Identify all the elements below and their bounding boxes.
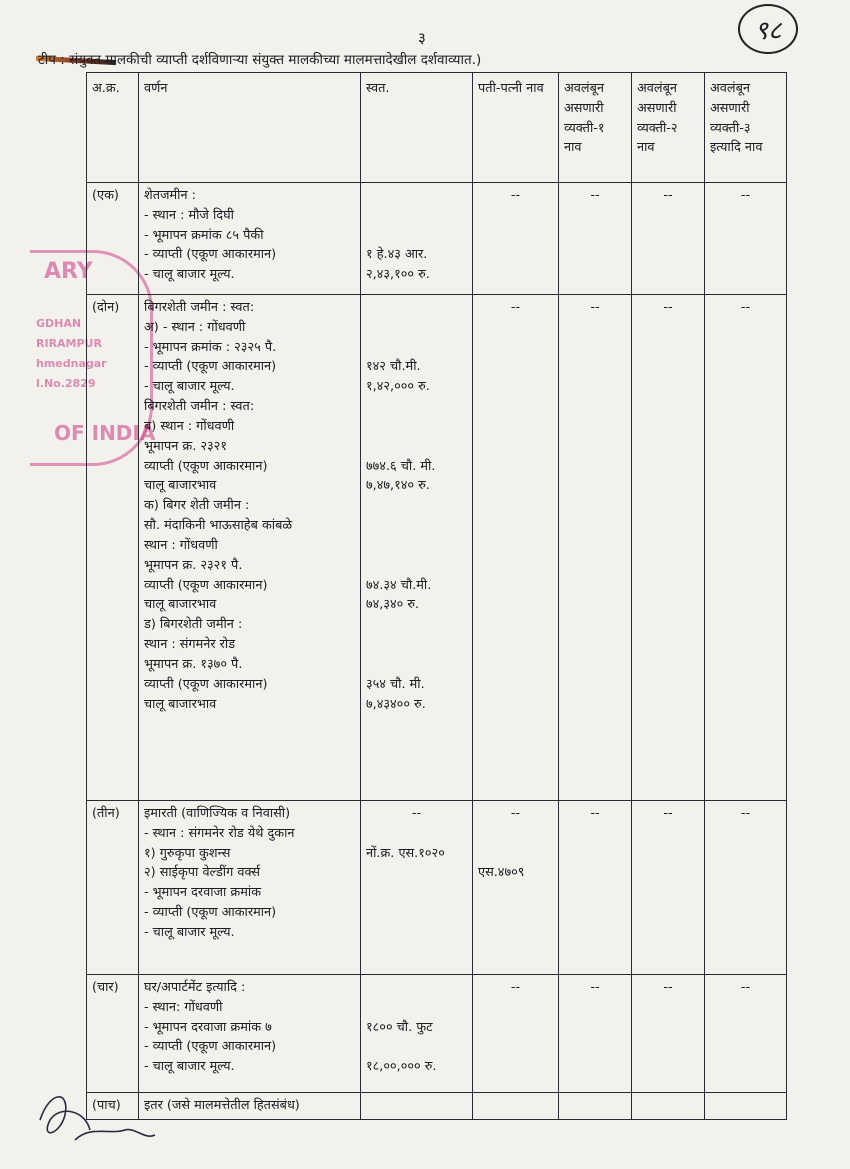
cell-dep2 [632,801,705,975]
description-line: - चालू बाजार मूल्य. [144,924,235,940]
cell-line: ७७४.६ चौ. मी. [366,458,436,474]
cell-line [366,903,467,923]
stamp-text: GDHAN [36,317,82,330]
cell-line: -- [590,188,600,203]
cell-line [478,1096,553,1116]
header-spouse: पती-पत्नी नाव [473,73,559,183]
cell-line: २,४३,१०० रु. [366,267,430,283]
cell-line: ७,४७,१४० रु. [366,478,430,494]
cell-line: -- [740,980,751,995]
description-line: क) बिगर शेती जमीन : [144,498,250,514]
cell-line: -- [590,980,600,995]
cell-line: १ हे.४३ आर. [366,247,428,263]
description-line: - स्थान : मौजे दिघी [144,207,234,223]
cell-line [366,883,467,903]
cell-line [478,824,553,844]
table-row [87,183,787,295]
table-row [87,295,787,801]
description-line: २) साईकृपा वेल्डींग वर्क्स [144,865,261,881]
row-description [139,801,361,975]
description-line: ड) बिगरशेती जमीन : [144,617,243,633]
cell-dep1 [559,801,632,975]
cell-line [366,635,467,655]
signature [30,1080,170,1160]
cell-line [366,824,467,844]
cell-line: ७४,३४० रु. [366,597,420,613]
description-line: - व्याप्ती (एकूण आकारमान) [144,359,277,375]
table-row [87,1093,787,1120]
cell-line: -- [510,806,521,821]
cell-line [637,1096,699,1116]
cell-line: -- [663,980,673,995]
cell-self [361,801,473,975]
description-line: १) गुरुकृपा कुशन्स [144,845,231,861]
description-line: व्याप्ती (एकूण आकारमान) [144,577,268,593]
cell-line [366,318,467,338]
cell-self [361,183,473,295]
description-line: भूमापन क्र. २३२१ [144,438,227,454]
cell-line [366,397,467,417]
cell-line: -- [590,806,600,821]
cell-line [366,417,467,437]
cell-spouse [473,1093,559,1120]
row-serial: (दोन) [87,295,139,801]
table-row [87,975,787,1093]
description-line: - भूमापन दरवाजा क्रमांक [144,885,262,901]
cell-line: १,४२,००० रु. [366,379,430,395]
cell-dep2 [632,183,705,295]
cell-line: -- [740,806,751,821]
cell-line: -- [740,300,751,315]
cell-line [366,998,467,1018]
cell-line: -- [510,188,521,203]
cell-line [564,1096,626,1116]
row-serial: (एक) [87,183,139,295]
cell-line: -- [663,300,673,315]
description-line: - स्थान : संगमनेर रोड येथे दुकान [144,825,295,841]
header-dependent-3: अवलंबून असणारी व्यक्ती-३ इत्यादि नाव [705,73,787,183]
page-number: ३ [418,29,426,47]
cell-line [366,655,467,675]
header-description: वर्णन [139,73,361,183]
row-description [139,295,361,801]
cell-line [366,437,467,457]
description-line: चालू बाजारभाव [144,696,217,712]
cell-dep3 [705,1093,787,1120]
cell-dep1 [559,975,632,1093]
header-row [87,73,787,183]
description-line: - चालू बाजार मूल्य. [144,379,235,395]
cell-line [366,536,467,556]
cell-dep1 [559,295,632,801]
description-line: इमारती (वाणिज्यिक व निवासी) [144,806,291,821]
cell-line [366,615,467,635]
description-line: - भूमापन क्रमांक ८५ पैकी [144,227,264,243]
cell-line [366,1037,467,1057]
cell-spouse [473,975,559,1093]
cell-dep3 [705,183,787,295]
stamp-text: RIRAMPUR [36,337,102,350]
header-sr: अ.क्र. [87,73,139,183]
cell-line [366,298,467,318]
description-line: - व्याप्ती (एकूण आकारमान) [144,905,277,921]
description-line: व्याप्ती (एकूण आकारमान) [144,458,268,474]
cell-line [366,496,467,516]
cell-dep3 [705,801,787,975]
cell-dep3 [705,975,787,1093]
cell-line: -- [510,980,521,995]
cell-dep2 [632,1093,705,1120]
cell-line: १८०० चौ. फुट [366,1019,433,1035]
cell-spouse [473,183,559,295]
row-serial: (चार) [87,975,139,1093]
cell-line: नों.क्र. एस.१०२० [366,845,445,861]
cell-line: -- [663,188,673,203]
assets-table [86,72,787,1120]
cell-self [361,295,473,801]
cell-dep1 [559,1093,632,1120]
description-line: - व्याप्ती (एकूण आकारमान) [144,247,277,263]
cell-dep1 [559,183,632,295]
cell-dep2 [632,295,705,801]
cell-self [361,975,473,1093]
description-line: बिगरशेती जमीन : स्वत: [144,300,255,315]
description-line: स्थान : गोंधवणी [144,537,218,553]
cell-line [366,978,467,998]
cell-line: -- [510,300,521,315]
description-line: ब) स्थान : गोंधवणी [144,418,235,434]
stamp-text: OF INDIA [54,421,156,445]
description-line: - भूमापन दरवाजा क्रमांक ७ [144,1019,272,1035]
cell-line [366,516,467,536]
cell-self [361,1093,473,1120]
description-line: - भूमापन क्रमांक : २३२५ पै. [144,339,277,355]
cell-line [366,1096,467,1116]
cell-line: ७,४३४०० रु. [366,696,426,712]
cell-line [366,226,467,246]
description-line: भूमापन क्र. २३२१ पै. [144,557,243,573]
cell-spouse [473,801,559,975]
stamp-text: l.No.2829 [36,377,96,390]
row-description [139,975,361,1093]
header-dependent-2: अवलंबून असणारी व्यक्ती-२ नाव [632,73,705,183]
description-line: अ) - स्थान : गोंधवणी [144,319,246,335]
cell-line: १४२ चौ.मी. [366,359,421,375]
handwritten-page-number: ९८ [738,4,798,54]
header-dependent-1: अवलंबून असणारी व्यक्ती-१ नाव [559,73,632,183]
cell-line: -- [663,806,673,821]
stamp-text: hmednagar [36,357,107,370]
cell-line [366,206,467,226]
table-note: टीप : संयुक्त मालकीची व्याप्ती दर्शविणाऱ्या संयुक्त मालकीच्या मालमत्तादेखील दर्शवाव्यात.) [38,52,482,68]
description-line: इतर (जसे मालमत्तेतील हितसंबंध) [144,1098,300,1113]
description-line: व्याप्ती (एकूण आकारमान) [144,676,268,692]
cell-line [366,556,467,576]
cell-line [710,1096,781,1116]
stamp-text: ARY [44,259,93,284]
cell-line [366,186,467,206]
cell-line: -- [411,806,422,821]
cell-spouse [473,295,559,801]
description-line: - चालू बाजार मूल्य. [144,1059,235,1075]
cell-dep2 [632,975,705,1093]
description-line: चालू बाजारभाव [144,597,217,613]
description-line: सौ. मंदाकिनी भाऊसाहेब कांबळे [144,518,293,534]
description-line: घर/अपार्टमेंट इत्यादि : [144,980,246,995]
description-line: चालू बाजारभाव [144,478,217,494]
description-line: - व्याप्ती (एकूण आकारमान) [144,1039,277,1055]
cell-line: ७४.३४ चौ.मी. [366,577,432,593]
row-serial: (तीन) [87,801,139,975]
cell-line [366,863,467,883]
cell-line: -- [740,188,751,203]
cell-line: -- [590,300,600,315]
cell-line [366,338,467,358]
cell-dep3 [705,295,787,801]
description-line: - चालू बाजार मूल्य. [144,267,235,283]
description-line: शेतजमीन : [144,188,196,203]
description-line: बिगरशेती जमीन : स्वत: [144,399,255,415]
table-row [87,801,787,975]
cell-line [366,923,467,943]
row-serial: (पाच) [87,1093,139,1120]
cell-line [478,844,553,864]
cell-line: ३५४ चौ. मी. [366,676,425,692]
row-description [139,183,361,295]
description-line: - स्थान: गोंधवणी [144,999,223,1015]
row-description [139,1093,361,1120]
header-self: स्वत. [361,73,473,183]
description-line: भूमापन क्र. १३७० पै. [144,656,243,672]
description-line: स्थान : संगमनेर रोड [144,637,236,653]
cell-line: एस.४७०९ [478,865,525,881]
cell-line: १८,००,००० रु. [366,1059,437,1075]
